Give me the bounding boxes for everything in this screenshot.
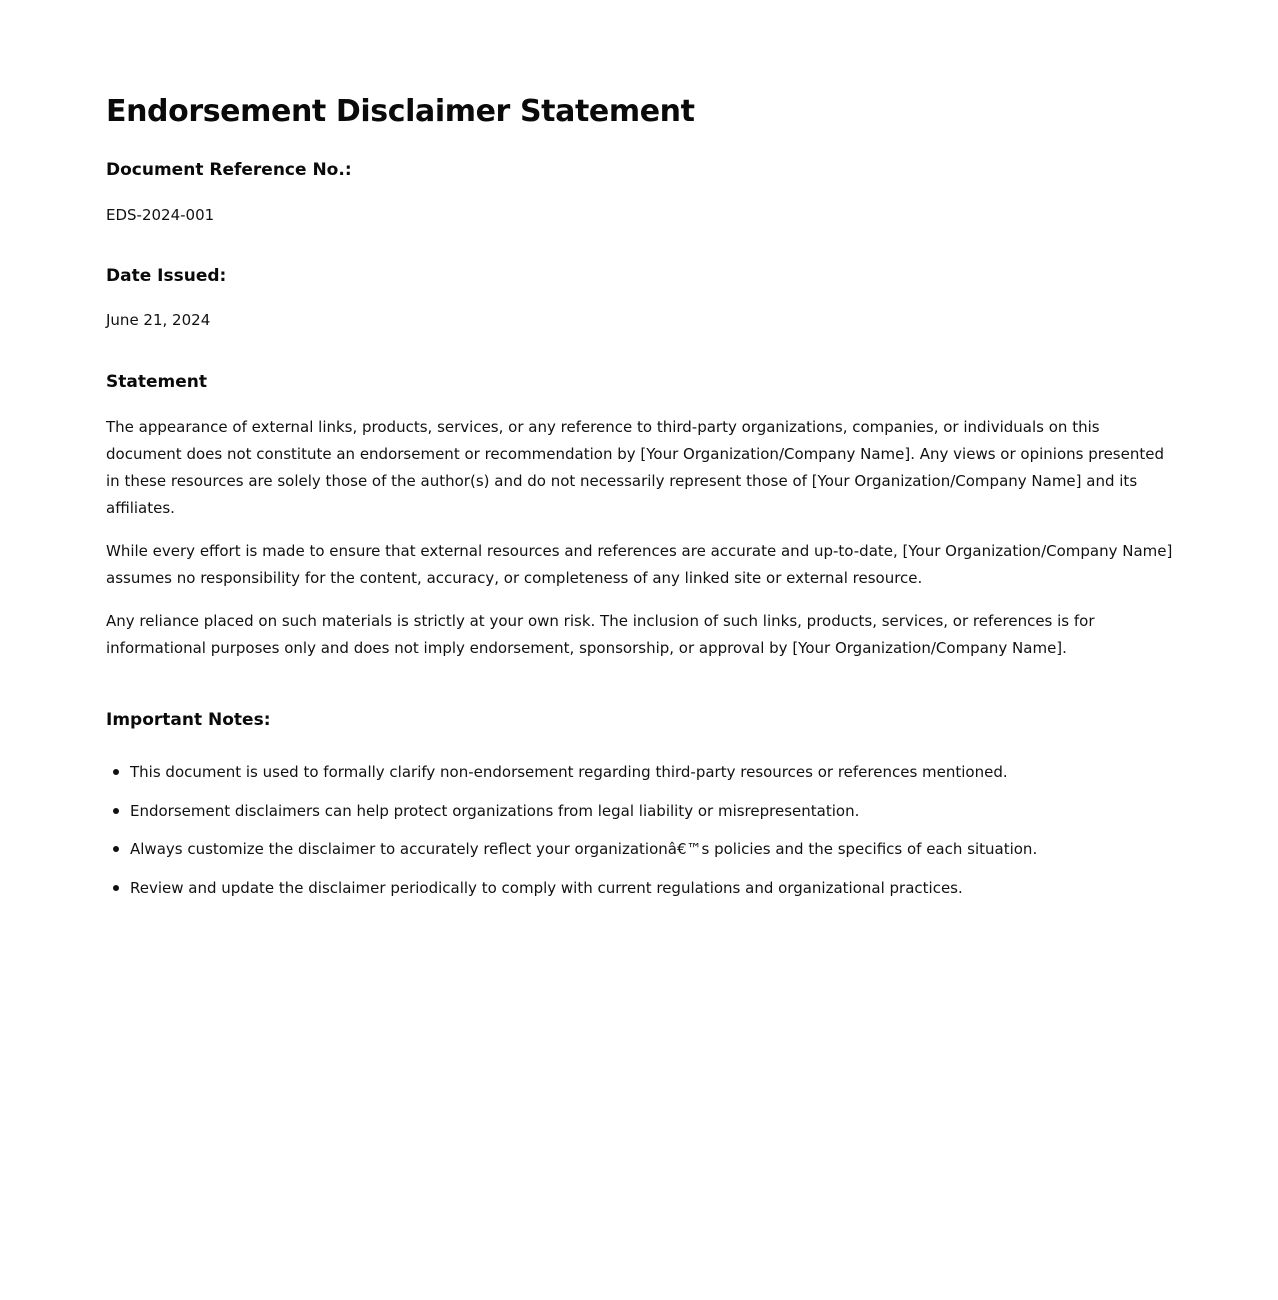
reference-value: EDS-2024-001 [106, 206, 215, 224]
list-item-text: Always customize the disclaimer to accurately reflect your organizationâ€™s policies and the specifics of each situation. [130, 840, 1038, 858]
bullet-icon [113, 885, 119, 891]
reference-label: Document Reference No.: [106, 160, 352, 180]
bullet-icon [113, 769, 119, 775]
statement-paragraph: The appearance of external links, products, services, or any reference to third-party organizations, companies, or individuals on this document does not constitute an endorsement or recommendation by [Your Organization/Company Name]. Any views or opinions presented in these resources are solely those of the author(s) and do not necessarily represent those of [Your Organization/Company Name] and its affiliates. [106, 418, 1164, 517]
statement-paragraph: Any reliance placed on such materials is strictly at your own risk. The inclusion of such links, products, services, or references is for informational purposes only and does not imply endorsement, sponsorship, or approval by [Your Organization/Company Name]. [106, 612, 1095, 657]
list-item-text: This document is used to formally clarify non-endorsement regarding third-party resources or references mentioned. [130, 763, 1008, 781]
important-notes-list [106, 761, 1178, 899]
statement-paragraph: While every effort is made to ensure that external resources and references are accurate and up-to-date, [Your Organization/Company Name] assumes no responsibility for the content, accuracy, or completeness of any linked site or external resource. [106, 542, 1173, 587]
important-notes-heading: Important Notes: [106, 710, 271, 730]
date-issued-label: Date Issued: [106, 266, 227, 286]
statement-body [106, 414, 1178, 662]
date-issued-value: June 21, 2024 [106, 311, 211, 329]
list-item [130, 877, 1178, 899]
list-item [130, 761, 1178, 783]
list-item-text: Endorsement disclaimers can help protect organizations from legal liability or misrepresentation. [130, 801, 860, 820]
list-item-text: Review and update the disclaimer periodically to comply with current regulations and organizational practices. [130, 878, 963, 897]
page-title: Endorsement Disclaimer Statement [106, 94, 695, 129]
list-item [130, 800, 1178, 822]
statement-heading: Statement [106, 372, 207, 392]
bullet-icon [113, 808, 119, 814]
bullet-icon [113, 846, 119, 852]
list-item [130, 838, 1178, 860]
